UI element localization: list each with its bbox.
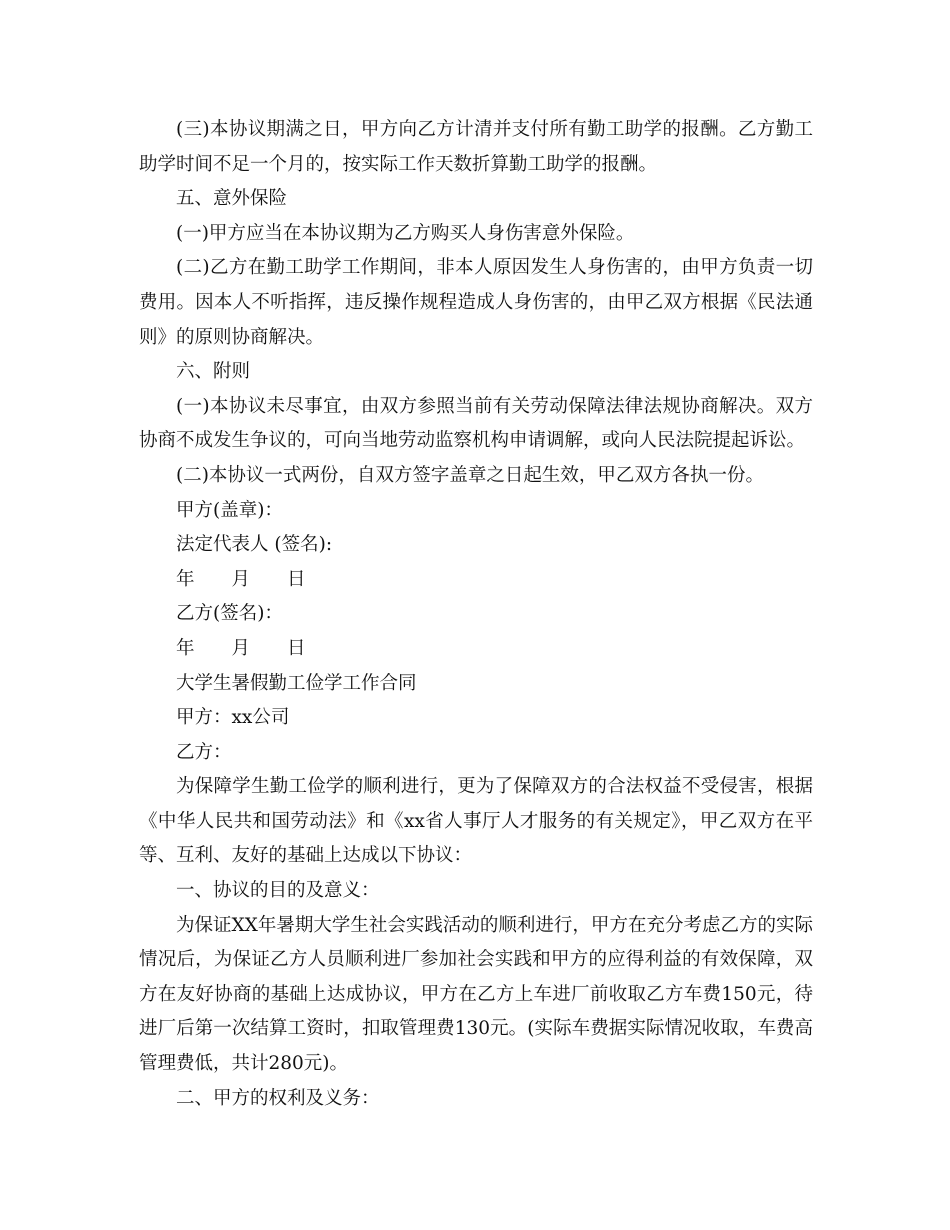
contract-title: 大学生暑假勤工俭学工作合同 [176,672,417,694]
purpose-paragraph: 为保证XX年暑期大学生社会实践活动的顺利进行，甲方在充分考虑乙方的实际情况后，为保证乙方人员顺利进厂参加社会实践和甲方的应得利益的有效保障，双方在友好协商的基础上达成协议，甲方在乙方上车进厂前收取乙方车费150元，待进厂后第一次结算工资时，扣取管理费130元。(实际车费据实际情况收取，车费高管理费低，共计280元)。 [139,914,813,1075]
section-6-heading: 六、附则 [176,361,251,383]
section-1-heading: 一、协议的目的及意义： [176,880,380,902]
party-b-signature-line: 乙方(签名)： [176,603,283,625]
insurance-clause-2: (二)乙方在勤工助学工作期间，非本人原因发生人身伤害的，由甲方负责一切费用。因本人不听指挥，违反操作规程造成人身伤害的，由甲乙双方根据《民法通则》的原则协商解决。 [139,257,813,348]
party-b-date-line: 年 月 日 [176,637,306,659]
supplementary-clause-1: (一)本协议未尽事宜，由双方参照当前有关劳动保障法律法规协商解决。双方协商不成发生争议的，可向当地劳动监察机构申请调解，或向人民法院提起诉讼。 [139,395,813,452]
party-b-name: 乙方： [176,741,232,763]
supplementary-clause-2: (二)本协议一式两份，自双方签字盖章之日起生效，甲乙双方各执一份。 [176,464,764,486]
party-a-name: 甲方：xx公司 [176,707,290,729]
document-body [139,113,813,1116]
section-2-heading: 二、甲方的权利及义务： [176,1087,380,1109]
clause-3-payment: (三)本协议期满之日，甲方向乙方计清并支付所有勤工助学的报酬。乙方勤工助学时间不足一个月的，按实际工作天数折算勤工助学的报酬。 [139,119,813,175]
insurance-clause-1: (一)甲方应当在本协议期为乙方购买人身伤害意外保险。 [176,222,635,244]
party-a-seal-line: 甲方(盖章)： [176,499,283,521]
legal-representative-line: 法定代表人 (签名): [176,534,333,556]
preamble-paragraph: 为保障学生勤工俭学的顺利进行，更为了保障双方的合法权益不受侵害，根据《中华人民共和国劳动法》和《xx省人事厅人才服务的有关规定》，甲乙双方在平等、互利、友好的基础上达成以下协议： [139,776,813,867]
party-a-date-line: 年 月 日 [176,568,306,590]
section-5-heading: 五、意外保险 [176,188,288,210]
